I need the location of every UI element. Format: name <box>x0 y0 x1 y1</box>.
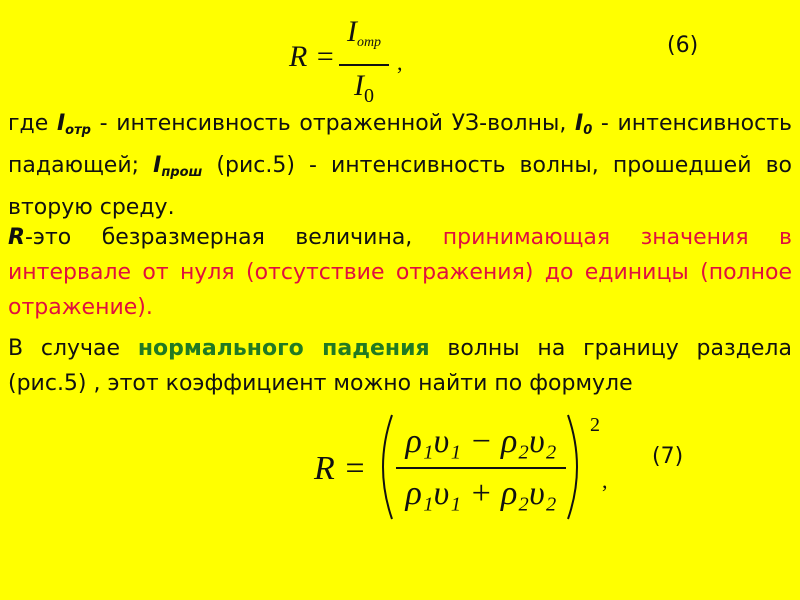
formula-6-denominator-subscript: 0 <box>364 84 374 107</box>
formula-6-numerator-symbol: I <box>346 15 357 48</box>
para1-text-3: - интенсивность падающей; <box>8 111 792 178</box>
para3-text-1: В случае <box>8 336 138 361</box>
symbol-i-prosh <box>153 153 202 178</box>
formula-7-exponent: 2 <box>590 414 600 436</box>
symbol-i-0 <box>575 111 592 136</box>
right-paren-icon <box>564 412 588 522</box>
formula-7-denominator: ρ₁υ₁ + ρ₂υ₂ <box>405 474 557 512</box>
formula-7-lhs: R = <box>314 450 367 487</box>
para3-text-2: волны на границу раздела (рис.5) , этот коэффициент можно найти по формуле <box>8 336 792 396</box>
formula-6-denominator-symbol: I <box>354 68 364 102</box>
paragraph-normal-incidence <box>8 331 792 401</box>
symbol-r: R <box>8 225 25 250</box>
equation-number-6: (6) <box>667 33 699 58</box>
para3-highlight-green: нормального падения <box>137 336 430 361</box>
paragraph-r-definition <box>8 220 792 325</box>
para2-highlight-red: принимающая значения в интервале от нуля (отсутствие отражения) до единицы (полное отражение). <box>8 225 792 320</box>
symbol-i-otr-subscript: отр <box>65 123 91 138</box>
formula-6-fraction <box>339 15 389 113</box>
equation-number-7: (7) <box>652 444 684 469</box>
para1-text-2: - интенсивность отраженной УЗ-волны, <box>90 111 575 136</box>
formula-7-fraction <box>396 420 566 516</box>
para2-text: -это безразмерная величина, <box>24 225 443 250</box>
symbol-i-prosh-subscript: прош <box>161 165 203 180</box>
formula-6-numerator-subscript: отр <box>356 35 382 50</box>
paragraph-definitions <box>8 106 792 225</box>
formula-7-fraction-bar <box>396 467 566 469</box>
formula-6-fraction-bar <box>339 64 389 66</box>
formula-6-lhs: R = <box>289 40 336 73</box>
symbol-i-0-subscript: 0 <box>583 123 593 138</box>
formula-6-comma: , <box>397 50 403 75</box>
symbol-i-otr <box>57 111 91 136</box>
symbol-i-otr-main: I <box>56 111 66 136</box>
para1-text-4: (рис.5) - интенсивность волны, прошедшей во вторую среду. <box>8 153 793 220</box>
formula-7-numerator: ρ₁υ₁ − ρ₂υ₂ <box>405 423 557 460</box>
symbol-i-0-main: I <box>575 111 584 136</box>
left-paren-icon <box>372 412 396 522</box>
formula-7 <box>314 412 644 522</box>
formula-7-comma: , <box>602 468 608 493</box>
formula-6-numerator <box>339 15 389 60</box>
para1-text-1: где <box>8 111 57 136</box>
symbol-i-prosh-main: I <box>153 153 162 178</box>
